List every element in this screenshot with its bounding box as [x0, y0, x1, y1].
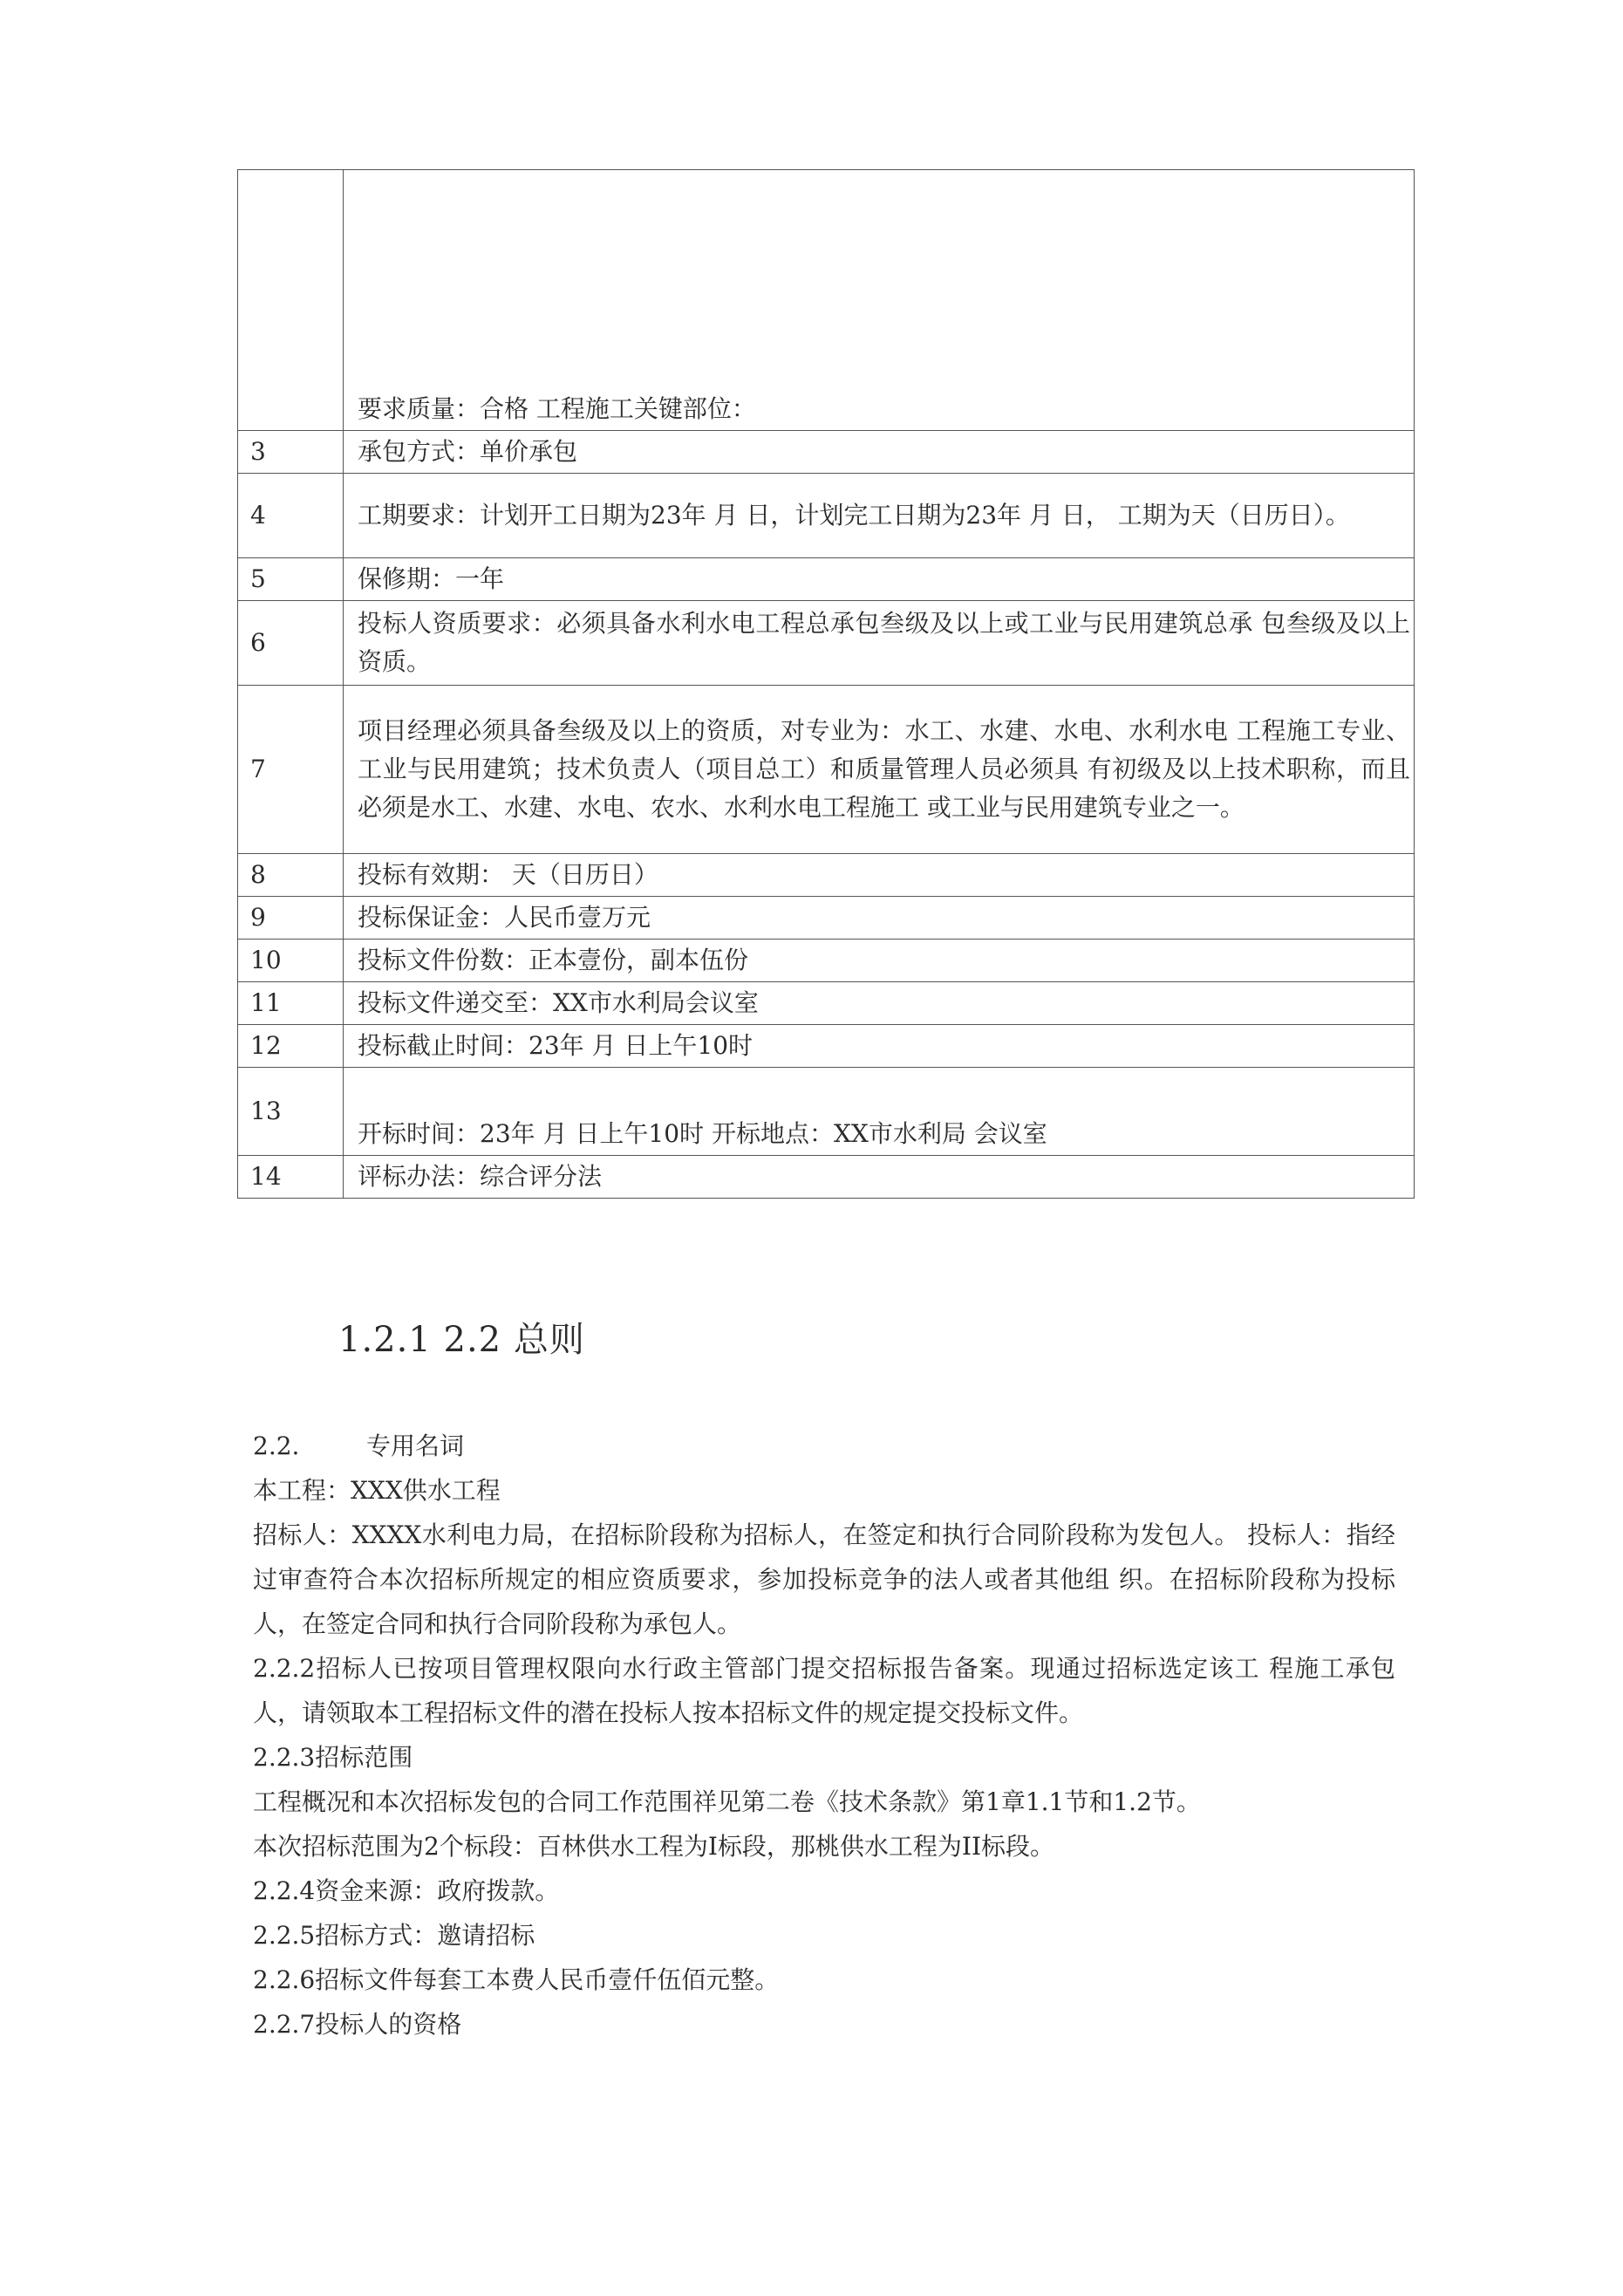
row-number: 9 — [238, 897, 344, 940]
row-text: 工期要求：计划开工日期为23年 月 日，计划完工日期为23年 月 日， 工期为天（日历日）。 — [344, 474, 1415, 558]
row-text: 投标文件份数：正本壹份，副本伍份 — [344, 940, 1415, 982]
row-number: 10 — [238, 940, 344, 982]
section-heading: 1.2.1 2.2 总则 — [338, 1320, 585, 1360]
paragraph: 本次招标范围为2个标段：百林供水工程为I标段，那桃供水工程为II标段。 — [253, 1832, 1054, 1861]
table-row — [238, 1068, 1415, 1156]
row-number: 3 — [238, 431, 344, 474]
paragraph: 2.2.7投标人的资格 — [253, 2010, 462, 2039]
row-number: 5 — [238, 558, 344, 601]
paragraph: 2.2.2招标人已按项目管理权限向水行政主管部门提交招标报告备案。现通过招标选定该工 程施工承包人，请领取本工程招标文件的潜在投标人按本招标文件的规定提交投标文件。 — [253, 1654, 1395, 1727]
row-text: 投标人资质要求：必须具备水利水电工程总承包叁级及以上或工业与民用建筑总承 包叁级及以上资质。 — [344, 601, 1415, 686]
row-text: 项目经理必须具备叁级及以上的资质，对专业为：水工、水建、水电、水利水电 工程施工专业、工业与民用建筑；技术负责人（项目总工）和质量管理人员必须具 有初级及以上技术职称，而且必须是水工、水建、水电、农水、水利水电工程施工 或工业与民用建筑专业之一。 — [344, 686, 1415, 854]
paragraph: 2.2.3招标范围 — [253, 1743, 413, 1772]
row-text: 投标有效期： 天（日历日） — [344, 854, 1415, 897]
table-row — [238, 897, 1415, 940]
clause-number: 2.2. — [253, 1432, 300, 1460]
paragraph: 本工程：XXX供水工程 — [253, 1476, 501, 1505]
table-row — [238, 1156, 1415, 1199]
paragraph-terms — [253, 1424, 1395, 1468]
row-number: 12 — [238, 1025, 344, 1068]
table-row — [238, 601, 1415, 686]
table-row — [238, 431, 1415, 474]
row-text: 投标保证金：人民币壹万元 — [344, 897, 1415, 940]
row-number: 4 — [238, 474, 344, 558]
table-row — [238, 1025, 1415, 1068]
row-text: 要求质量：合格 工程施工关键部位： — [344, 170, 1415, 431]
table-row — [238, 854, 1415, 897]
paragraph: 工程概况和本次招标发包的合同工作范围祥见第二卷《技术条款》第1章1.1节和1.2节。 — [253, 1787, 1201, 1816]
row-text: 开标时间：23年 月 日上午10时 开标地点：XX市水利局 会议室 — [344, 1068, 1415, 1156]
row-text: 评标办法：综合评分法 — [344, 1156, 1415, 1199]
row-number: 6 — [238, 601, 344, 686]
row-text: 保修期：一年 — [344, 558, 1415, 601]
table-row — [238, 474, 1415, 558]
row-number: 14 — [238, 1156, 344, 1199]
paragraph: 2.2.4资金来源：政府拨款。 — [253, 1876, 560, 1905]
table-row — [238, 686, 1415, 854]
row-number: 7 — [238, 686, 344, 854]
row-number: 8 — [238, 854, 344, 897]
row-number: 11 — [238, 982, 344, 1025]
section-body — [253, 1424, 1395, 2047]
bid-info-table — [237, 169, 1415, 1199]
row-number — [238, 170, 344, 431]
row-text: 投标截止时间：23年 月 日上午10时 — [344, 1025, 1415, 1068]
row-text: 投标文件递交至：XX市水利局会议室 — [344, 982, 1415, 1025]
clause-title: 专用名词 — [366, 1432, 465, 1460]
row-number: 13 — [238, 1068, 344, 1156]
paragraph: 2.2.5招标方式：邀请招标 — [253, 1921, 535, 1950]
table-row — [238, 558, 1415, 601]
table-row — [238, 940, 1415, 982]
table-row — [238, 982, 1415, 1025]
paragraph: 招标人：XXXX水利电力局，在招标阶段称为招标人，在签定和执行合同阶段称为发包人。 投标人：指经过审查符合本次招标所规定的相应资质要求，参加投标竞争的法人或者其他组 织。在招标阶段称为投标人，在签定合同和执行合同阶段称为承包人。 — [253, 1520, 1395, 1638]
paragraph: 2.2.6招标文件每套工本费人民币壹仟伍佰元整。 — [253, 1965, 780, 1994]
table-row — [238, 170, 1415, 431]
row-text: 承包方式：单价承包 — [344, 431, 1415, 474]
